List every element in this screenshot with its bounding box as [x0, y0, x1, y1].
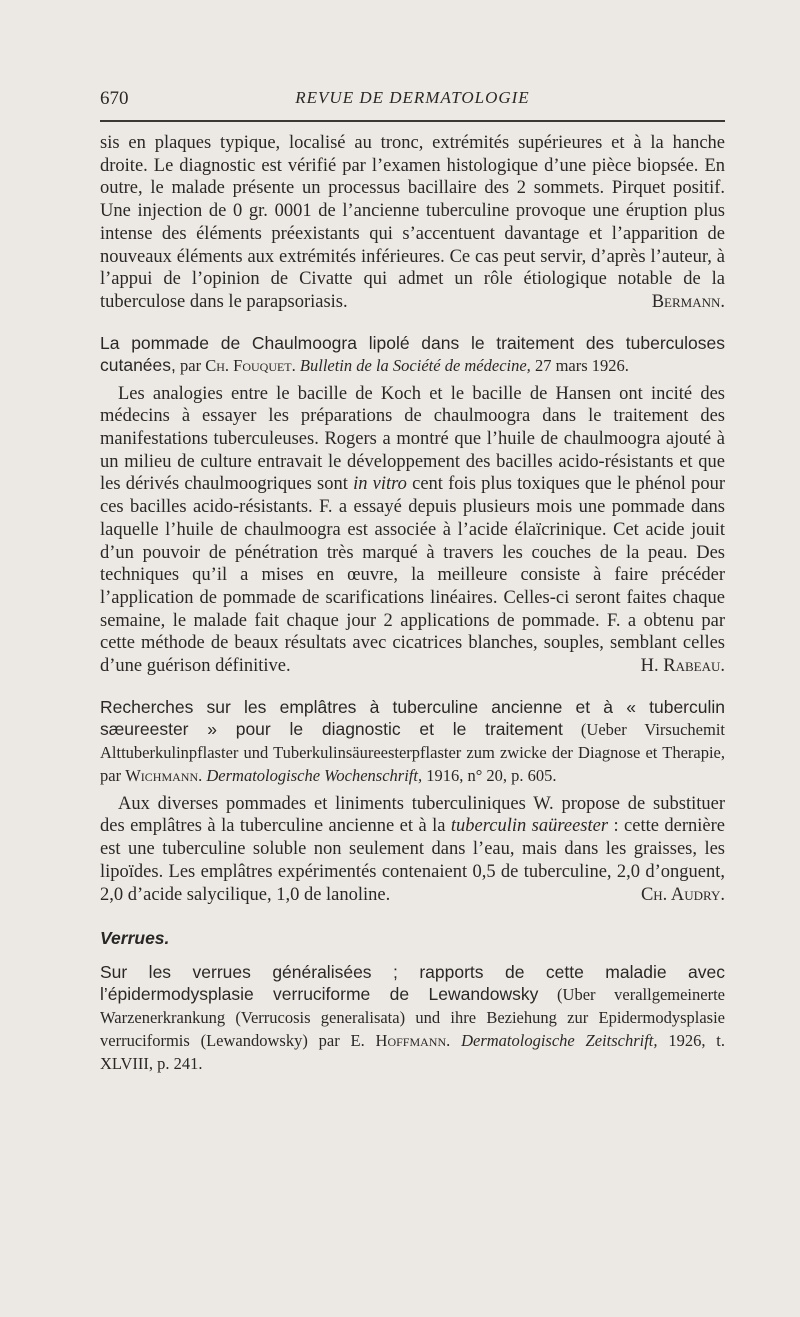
entry-title: Sur les verrues généralisées ; rapports de cette maladie avec l’épidermodysplasie verruciforme de Lewandowsky	[100, 962, 725, 1005]
entry-title: Recherches sur les emplâtres à tuberculine ancienne et à « tuberculin sæureester » pour le diagnostic et le traitement	[100, 696, 725, 739]
entry-journal: Dermatologische Zeitschrift,	[450, 1031, 658, 1051]
header-rule	[100, 120, 725, 122]
signature: Bermann.	[651, 291, 725, 312]
entry-body-text-b: : cette dernière est une tuberculine soluble non seulement dans l’eau, mais dans les graisses, les lipoïdes. Les emplâtres expérimentés contenaient 0,5 de tuberculine, 2,0 d’onguent, 2,0 d’acide salycilique, 1,0 de lanoline.	[100, 816, 725, 905]
section-title: Verrues.	[100, 928, 170, 949]
entry-by: par	[175, 355, 206, 375]
entry-heading	[100, 696, 725, 787]
document-page	[100, 84, 725, 1075]
entry-body-text-a: Les analogies entre le bacille de Koch et le bacille de Hansen ont incité des médecins à essayer les préparations de chaulmoogra dans le traitement des manifestations tuberculeuses. Rogers a montré que l’huile de chaulmoogra ajouté à un milieu de culture entravait le développement des bacilles acido-résistants et que les dérivés chaulmoogriques sont	[100, 383, 725, 495]
entry-emplatres	[100, 696, 725, 907]
signature-text: H. Rabeau.	[640, 656, 725, 677]
page-number: 670	[100, 88, 129, 109]
entry-continuation	[100, 132, 725, 314]
entry-date: 27 mars 1926.	[530, 355, 629, 375]
entry-chaulmoogra	[100, 332, 725, 678]
entry-author: Wichmann.	[125, 765, 203, 785]
entry-body	[100, 383, 725, 678]
entry-reference: (Uber verallgemeinerte Warzenerkrankung (Verrucosis generalisata) und ihre Beziehung zur Epidermodysplasie verruciformis (Lewandowsky) par E.	[100, 985, 725, 1051]
entry-body-italic: tuberculin saüreester	[450, 816, 609, 837]
entry-title: La pommade de Chaulmoogra lipolé dans le traitement des tuberculoses cutanées,	[100, 332, 725, 375]
entry-author: Hoffmann.	[375, 1031, 451, 1051]
entry-verrues	[100, 961, 725, 1075]
entry-heading	[100, 961, 725, 1075]
entry-body	[100, 793, 725, 907]
signature	[623, 655, 725, 678]
entry-body-text-a: Aux diverses pommades et liniments tuberculiniques W. propose de substituer des emplâtres à la tuberculine ancienne et à la	[100, 793, 725, 837]
entry-journal: Bulletin de la Société de médecine,	[295, 355, 531, 375]
entry-body-italic: in vitro	[353, 474, 407, 495]
entry-journal: Dermatologische Wochenschrift,	[202, 765, 423, 785]
entry-reference: (Ueber Virsuchemit Alttuberkulinpflaster und Tuberkulinsäureesterpflaster zum zwicke der Diagnose et Therapie, par	[100, 719, 725, 785]
entry-continuation-text: sis en plaques typique, localisé au tronc, extrémités supérieures et à la hanche droite. Le diagnostic est vérifié par l’examen histologique d’une pièce biopsée. En outre, le malade présente un processus bacillaire des 2 sommets. Pirquet positif. Une injection de 0 gr. 0001 de l’ancienne tuberculine provoque une éruption plus intense des éléments préexistants qui s’accentuent davantage et l’apparition de nouveaux éléments aux extrémités inférieures. Ce cas peut servir, d’après l’auteur, à l’appui de l’opinion de Civatte qui admet un rôle étiologique notable de la tuberculose dans le parapsoriasis.	[100, 133, 725, 312]
signature: Ch. Audry.	[640, 884, 725, 905]
page-header	[100, 84, 725, 112]
entry-date: 1916, n° 20, p. 605.	[422, 765, 557, 785]
entry-body-text-b: cent fois plus toxiques que le phénol pour ces bacilles acido-résistants. F. a essayé depuis plusieurs mois une pommade dans laquelle l’huile de chaulmoogra est associée à l’acide élaïcrinique. Cet acide jouit d’un pouvoir de pénétration très marqué à travers les couches de la peau. Des techniques qu’il a mises en œuvre, la meilleure consiste à faire précéder l’application de pommade de scarifications linéaires. Celles-ci seront faites chaque semaine, le malade fait chaque jour 2 applications de pommade. F. a obtenu par cette méthode de beaux résultats avec cicatrices blanches, souples, semblant celles d’une guérison définitive.	[100, 474, 725, 677]
entry-date: 1926, t. XLVIII, p. 241.	[100, 1031, 725, 1074]
entry-author: Ch. Fouquet.	[205, 355, 296, 375]
running-title: REVUE DE DERMATOLOGIE	[295, 88, 530, 107]
entry-heading	[100, 332, 725, 377]
